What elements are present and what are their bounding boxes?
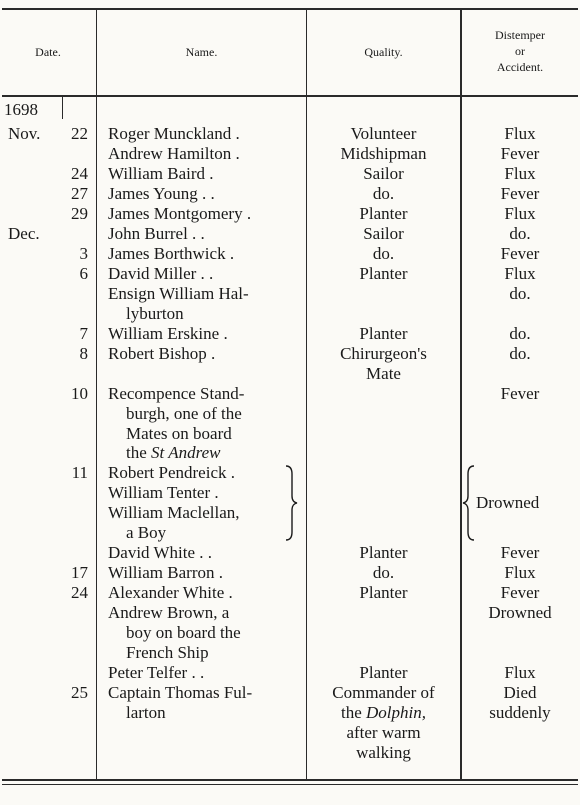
day-8: 8 bbox=[79, 344, 88, 363]
quality-line: Sailor bbox=[363, 224, 404, 243]
name-line: larton bbox=[126, 703, 166, 722]
day-24b: 24 bbox=[71, 583, 88, 602]
header-distemper-1: Distemper bbox=[495, 28, 545, 42]
name-line: William Baird . bbox=[108, 164, 214, 183]
quality-line: Mate bbox=[366, 364, 401, 383]
header-rule bbox=[2, 95, 578, 97]
ship-name-st-andrew: St Andrew bbox=[151, 443, 221, 462]
distemper-line: Flux bbox=[504, 124, 536, 143]
distemper-line: Flux bbox=[504, 663, 536, 682]
name-line: William Maclellan, bbox=[108, 503, 240, 522]
name-line: James Montgomery . bbox=[108, 204, 252, 223]
year-label: 1698 bbox=[4, 100, 38, 119]
name-the: the bbox=[126, 443, 147, 462]
col-divider-year bbox=[62, 97, 63, 119]
name-line: William Tenter . bbox=[108, 483, 219, 502]
name-line: David White . . bbox=[108, 543, 213, 562]
distemper-line: Drowned bbox=[476, 493, 540, 512]
quality-line: Planter bbox=[359, 204, 408, 223]
day-29: 29 bbox=[71, 204, 88, 223]
quality-line: Commander of bbox=[332, 683, 435, 702]
name-line: James Borthwick . bbox=[108, 244, 235, 263]
name-line: Robert Pendreick . bbox=[108, 463, 235, 482]
day-27: 27 bbox=[71, 184, 88, 203]
right-brace-icon bbox=[284, 464, 298, 542]
distemper-line: Fever bbox=[500, 244, 540, 263]
name-line: burgh, one of the bbox=[126, 404, 242, 423]
quality-line: Planter bbox=[359, 264, 408, 283]
header-name: Name. bbox=[185, 45, 218, 59]
ship-name-dolphin: Dolphin, bbox=[366, 703, 426, 722]
quality-line: walking bbox=[356, 743, 411, 762]
distemper-line: suddenly bbox=[489, 703, 551, 722]
day-25: 25 bbox=[71, 683, 88, 702]
name-line: William Barron . bbox=[108, 563, 223, 582]
month-dec: Dec. bbox=[8, 224, 40, 243]
name-line: Andrew Brown, a bbox=[108, 603, 230, 622]
name-line: Alexander White . bbox=[108, 583, 233, 602]
name-line: David Miller . . bbox=[108, 264, 214, 283]
name-line: Robert Bishop . bbox=[108, 344, 216, 363]
name-line: William Erskine . bbox=[108, 324, 228, 343]
day-22: 22 bbox=[71, 124, 88, 143]
day-6: 6 bbox=[79, 264, 88, 283]
header-quality: Quality. bbox=[364, 45, 403, 59]
distemper-line: do. bbox=[509, 344, 531, 363]
left-brace-icon bbox=[462, 464, 476, 542]
distemper-line: do. bbox=[509, 324, 531, 343]
name-line: Andrew Hamilton . bbox=[108, 144, 240, 163]
distemper-line: Drowned bbox=[488, 603, 552, 622]
quality-line: after warm bbox=[346, 723, 421, 742]
bottom-rule-thin bbox=[2, 784, 578, 785]
day-17: 17 bbox=[71, 563, 88, 582]
name-line: James Young . . bbox=[108, 184, 215, 203]
distemper-line: do. bbox=[509, 284, 531, 303]
name-line: Captain Thomas Ful- bbox=[108, 683, 253, 702]
distemper-line: Fever bbox=[500, 583, 540, 602]
day-10: 10 bbox=[71, 384, 88, 403]
name-line: a Boy bbox=[126, 523, 167, 542]
name-line: Roger Munckland . bbox=[108, 124, 240, 143]
quality-line: Planter bbox=[359, 663, 408, 682]
name-line: Ensign William Hal- bbox=[108, 284, 249, 303]
quality-line: do. bbox=[372, 184, 395, 203]
distemper-line: do. bbox=[509, 224, 531, 243]
name-line: John Burrel . . bbox=[108, 224, 205, 243]
quality-line: Planter bbox=[359, 324, 408, 343]
header-date: Date. bbox=[35, 45, 61, 59]
distemper-line: Flux bbox=[504, 204, 536, 223]
distemper-line: Flux bbox=[504, 563, 536, 582]
quality-line bbox=[307, 703, 460, 723]
quality-line: Planter bbox=[359, 543, 408, 562]
quality-line: Sailor bbox=[363, 164, 404, 183]
col-divider-date bbox=[96, 10, 97, 779]
distemper-line: Flux bbox=[504, 164, 536, 183]
quality-line: Chirurgeon's bbox=[340, 344, 427, 363]
quality-line: Volunteer bbox=[350, 124, 417, 143]
name-line: Recompence Stand- bbox=[108, 384, 245, 403]
quality-line: Planter bbox=[359, 583, 408, 602]
top-rule bbox=[2, 8, 578, 10]
name-line: boy on board the bbox=[126, 623, 241, 642]
distemper-line: Fever bbox=[500, 184, 540, 203]
distemper-line: Fever bbox=[500, 384, 540, 403]
distemper-line: Flux bbox=[504, 264, 536, 283]
distemper-line: Fever bbox=[500, 543, 540, 562]
bottom-rule bbox=[2, 779, 578, 781]
day-3: 3 bbox=[79, 244, 88, 263]
day-11: 11 bbox=[71, 463, 88, 482]
name-line: Mates on board bbox=[126, 424, 232, 443]
name-line: French Ship bbox=[126, 643, 209, 662]
name-line bbox=[126, 443, 220, 463]
month-nov: Nov. bbox=[8, 124, 41, 143]
day-7: 7 bbox=[79, 324, 88, 343]
day-24: 24 bbox=[71, 164, 88, 183]
name-line: lyburton bbox=[126, 304, 184, 323]
quality-line: Midshipman bbox=[340, 144, 427, 163]
quality-line: do. bbox=[372, 244, 395, 263]
header-distemper-2: or bbox=[515, 44, 525, 58]
quality-the: the bbox=[340, 703, 362, 722]
name-line: Peter Telfer . . bbox=[108, 663, 205, 682]
quality-line: do. bbox=[372, 563, 395, 582]
header-distemper-3: Accident. bbox=[496, 60, 544, 74]
distemper-line: Died bbox=[503, 683, 537, 702]
distemper-line: Fever bbox=[500, 144, 540, 163]
